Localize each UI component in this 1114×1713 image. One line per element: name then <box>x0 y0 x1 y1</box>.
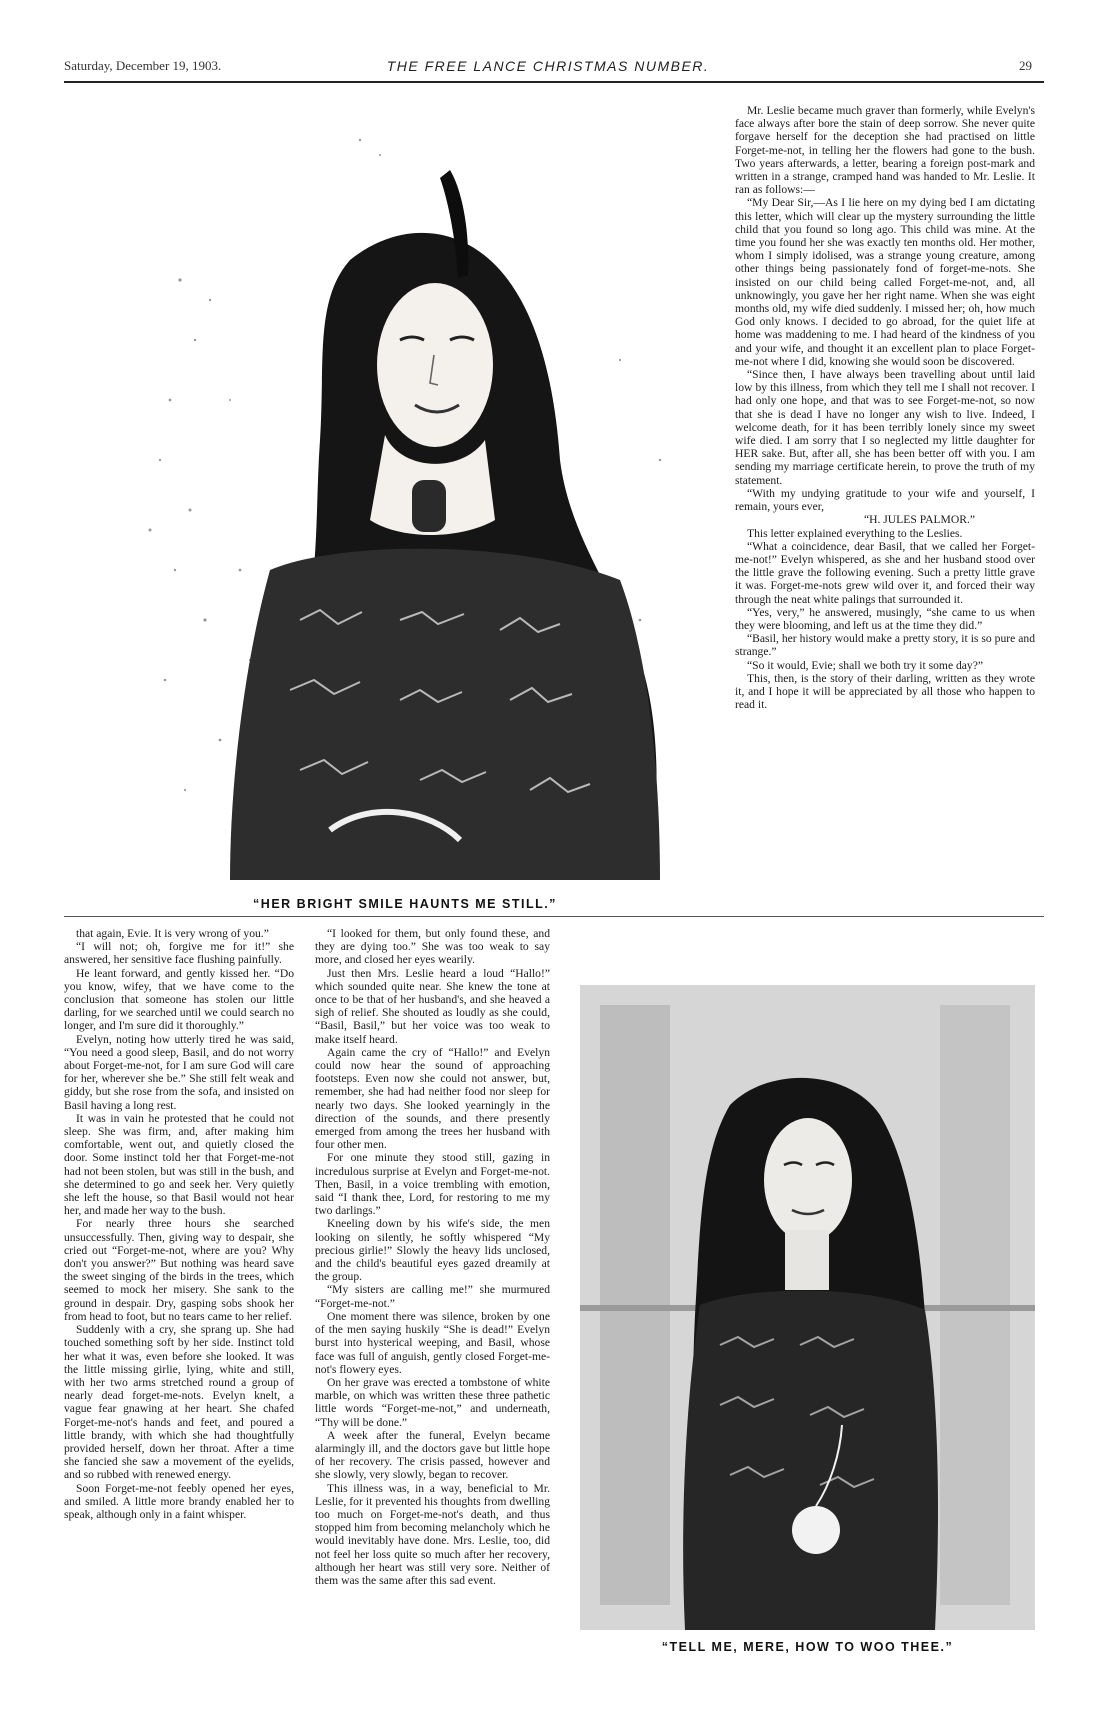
paragraph: Evelyn, noting how utterly tired he was said, “You need a good sleep, Basil, and do not worry about Forget-me-not, for I am sure God will care for her, wherever she be.” She still felt weak and giddy, but she rose from the sofa, and insisted on Basil having a long rest. <box>64 1032 294 1112</box>
paragraph: that again, Evie. It is very wrong of you.” <box>76 927 269 940</box>
paragraph: It was in vain he protested that he could not sleep. She was firm, and, after making him comfortable, went out, and quietly closed the door. Some instinct told her that Forget-me-not had not been stolen, but was still in the bush, and she determined to go and seek her. Very quietly she left the house, so that Basil would not hear her, and made her way to the bush. <box>64 1111 294 1218</box>
paragraph: “My Dear Sir,—As I lie here on my dying bed I am dictating this letter, which will clear up the mystery surrounding the little child that you found so long ago. This child was mine. At the time you found her she was exactly ten months old. Her mother, whom I simply idolised, was a strange young creature, among other things being passionately fond of forget-me-nots. She insisted on our child being called Forget-me-not, and, all unknowingly, you gave her her right name. When she was eight months old, my wife died suddenly. I missed her; oh, how much God only knows. I decided to go abroad, for the quiet life at home was maddening to me. I had heard of the kindness of you and your wife, and thought it an excellent plan to place Forget-me-not where I did, knowing she would soon be discovered. <box>735 196 1035 368</box>
article-column-middle <box>315 927 550 1687</box>
paragraph: “What a coincidence, dear Basil, that we called her Forget-me-not!” Evelyn whispered, as she and her husband stood over the little grave the following evening. Such a pretty little grave it was. Forget-me-nots grew wild over it, and forced their way through the neat white palings that surrounded it. <box>735 539 1035 606</box>
page-number: 29 <box>1019 58 1032 73</box>
paragraph: This letter explained everything to the Leslies. <box>747 526 963 540</box>
portrait-illustration-top <box>100 100 710 892</box>
portrait-photo-top <box>100 100 710 892</box>
paragraph: On her grave was erected a tombstone of white marble, on which was written these three pathetic little words “Forget-me-not,” and underneath, “Thy will be done.” <box>315 1375 550 1429</box>
paragraph: “Basil, her history would make a pretty story, it is so pure and strange.” <box>735 632 1035 659</box>
paragraph: This illness was, in a way, beneficial to Mr. Leslie, for it prevented his thoughts from dwelling too much on Forget-me-not's death, and thus stopped him from becoming melancholy which he would inevitably have done. Mrs. Leslie, too, did not feel her loss quite so much after her recovery, although her heart was still very sore. Neither of them was the same after this sad event. <box>315 1481 550 1587</box>
paragraph: “I looked for them, but only found these, and they are dying too.” She was too weak to say more, and closed her eyes wearily. <box>315 927 550 967</box>
portrait-illustration-bottom <box>580 985 1035 1630</box>
article-column-right <box>735 104 1035 912</box>
paragraph: Kneeling down by his wife's side, the men looking on silently, he softly whispered “My precious girlie!” Slowly the heavy lids unclosed, and the child's beautiful eyes gazed dreamily at the group. <box>315 1217 550 1284</box>
paragraph: “Yes, very,” he answered, musingly, “she came to us when they were blooming, and left us at the time they did.” <box>735 605 1035 632</box>
paragraph: “Since then, I have always been travelling about until laid low by this illness, from which they tell me I shall not recover. I had only one hope, and that was to see Forget-me-not, so now that she is dead I have no longer any wish to live. Indeed, I welcome death, for it has been terribly lonely since my sweet wife died. I am sorry that I so neglected my little daughter for HER sake. But, after all, she has been better off with you. I am sending my marriage certificate herein, to prove the truth of my statement. <box>735 368 1035 487</box>
caption-bottom: “TELL ME, MERE, HOW TO WOO THEE.” <box>661 1640 954 1654</box>
paragraph: A week after the funeral, Evelyn became alarmingly ill, and the doctors gave but little hope of her recovery. The crisis passed, however and she slowly, very slowly, began to recover. <box>315 1428 550 1482</box>
page-header <box>64 58 1032 80</box>
paragraph: For one minute they stood still, gazing in incredulous surprise at Evelyn and Forget-me-not. Then, Basil, in a voice trembling with emotion, said “I thank thee, Lord, for restoring to me my two darlings.” <box>315 1151 550 1218</box>
caption-top: “HER BRIGHT SMILE HAUNTS ME STILL.” <box>253 897 557 911</box>
portrait-photo-bottom <box>580 985 1035 1630</box>
paragraph: Suddenly with a cry, she sprang up. She had touched something soft by her side. Instinct told her what it was, even before she looked. It was the little missing girlie, lying, white and still, with her two arms stretched round a group of nearly dead forget-me-nots. Evelyn knelt, a vague fear gnawing at her heart. She chafed Forget-me-not's hands and feet, and poured a little brandy, with which she had thoughtfully provided herself, down her throat. After a time she fancied she saw a movement of the eyelids, and so rubbed with renewed energy. <box>64 1323 294 1482</box>
paragraph: Just then Mrs. Leslie heard a loud “Hallo!” which sounded quite near. She knew the tone at once to be that of her husband's, and she heaved a sigh of relief. She shouted as loudly as she could, “Basil, Basil,” but her voice was too weak to make itself heard. <box>315 966 550 1046</box>
article-column-left <box>64 927 294 1687</box>
paragraph: “My sisters are calling me!” she murmured “Forget-me-not.” <box>315 1283 550 1310</box>
paragraph: This, then, is the story of their darling, written as they wrote it, and I hope it will be appreciated by all those who happen to read it. <box>735 671 1035 712</box>
paragraph: Again came the cry of “Hallo!” and Evelyn could now hear the sound of approaching footsteps. Even now she could not answer, but, remember, she had had neither food nor sleep for nearly two days. She looked yearningly in the direction of the sounds, and there presently emerged from among the trees her husband with four other men. <box>315 1045 550 1152</box>
paragraph: For nearly three hours she searched unsuccessfully. Then, giving way to despair, she cried out “Forget-me-not, where are you? Why don't you answer?” But nothing was heard save the sweet singing of the birds in the trees, which seemed to mock her misery. She sank to the ground in despair. Dry, gasping sobs shook her from head to foot, but no tears came to her relief. <box>64 1217 294 1323</box>
paragraph: “I will not; oh, forgive me for it!” she answered, her sensitive face flushing painfully. <box>64 940 294 967</box>
paragraph: “H. JULES PALMOR.” <box>863 513 975 527</box>
issue-date: Saturday, December 19, 1903. <box>64 58 222 73</box>
paragraph: “So it would, Evie; shall we both try it some day?” <box>747 658 984 672</box>
section-rule <box>64 916 1044 917</box>
paragraph: One moment there was silence, broken by one of the men saying huskily “She is dead!” Evelyn burst into hysterical weeping, and Basil, whose face was full of anguish, gently closed Forget-me-not's flowery eyes. <box>315 1309 550 1376</box>
paragraph: He leant forward, and gently kissed her. “Do you know, wifey, that we have come to the conclusion that someone has stolen our little darling, for we searched until we could search no longer, and I'm sure did it thoroughly.” <box>64 966 294 1033</box>
paragraph: Soon Forget-me-not feebly opened her eyes, and smiled. A little more brandy enabled her to speak, although only in a faint whisper. <box>64 1481 294 1521</box>
publication-title: THE FREE LANCE CHRISTMAS NUMBER. <box>386 58 710 74</box>
paragraph: “With my undying gratitude to your wife and yourself, I remain, yours ever, <box>735 486 1035 514</box>
header-rule <box>64 81 1044 83</box>
paragraph: Mr. Leslie became much graver than formerly, while Evelyn's face always after bore the stain of deep sorrow. She never quite forgave herself for the deception she had practised on little Forget-me-not, in telling her the flowers had gone to the bush. Two years afterwards, a letter, bearing a foreign post-mark and written in a strange, cramped hand was handed to Mr. Leslie. It ran as follows:— <box>735 104 1035 197</box>
